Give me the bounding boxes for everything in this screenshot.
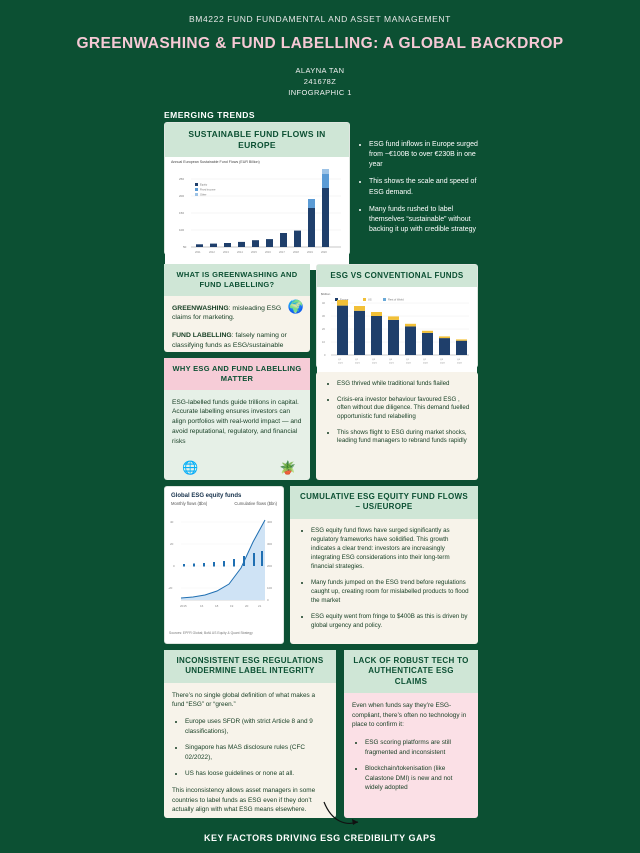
svg-text:Equity: Equity — [200, 183, 208, 187]
why-esg-text: ESG-labelled funds guide trillions in capital. Accurate labelling ensures investors can align portfolios with real-world impact — and avoid reputational, regulatory, and financial risks — [172, 398, 302, 446]
svg-text:Rest of World: Rest of World — [388, 298, 404, 302]
svg-text:$billion: $billion — [321, 292, 331, 297]
svg-text:18: 18 — [215, 604, 219, 608]
chart-esg-vs-conventional — [317, 287, 477, 374]
svg-text:2011: 2011 — [195, 251, 201, 255]
bar-chart-svg — [165, 165, 349, 265]
list-item: • This shows the scale and speed of ESG demand. — [369, 177, 478, 197]
list-item: • Many funds rushed to label themselves “sustainable” without backing it up with credible strategy — [369, 205, 478, 235]
why-esg-body — [164, 390, 310, 478]
card-esg-vs-conventional — [316, 264, 478, 368]
cumulative-bullet-list — [290, 519, 478, 646]
tech-intro: Even when funds say they’re ESG-compliant, there’s often no technology in place to confirm it: — [352, 702, 467, 729]
svg-text:100: 100 — [179, 228, 185, 233]
svg-text:Other: Other — [200, 193, 207, 197]
svg-text:2021: 2021 — [372, 362, 377, 365]
svg-text:100: 100 — [267, 586, 273, 590]
svg-text:20: 20 — [322, 328, 325, 332]
card-what-is-greenwashing — [164, 264, 310, 352]
svg-text:20: 20 — [245, 604, 249, 608]
globe-leaf-icon: 🌍 — [287, 298, 304, 314]
svg-text:Q1: Q1 — [338, 359, 341, 362]
plant-pot-icon: 🪴 — [279, 459, 296, 475]
svg-text:2015: 2015 — [251, 251, 257, 255]
svg-text:16: 16 — [200, 604, 204, 608]
svg-text:2021: 2021 — [338, 362, 343, 365]
svg-text:400: 400 — [267, 520, 273, 524]
list-item: • Singapore has MAS disclosure rules (CFC 02/2022), — [185, 743, 328, 762]
card-inconsistent-regulations — [164, 650, 336, 818]
card-global-esg-equity-funds — [164, 486, 284, 644]
svg-text:40: 40 — [170, 520, 174, 524]
list-item: • ESG equity went from fringe to $400B as this is driven by global urgency and policy. — [311, 613, 470, 631]
svg-text:30: 30 — [322, 315, 325, 319]
list-item: • US has loose guidelines or none at all. — [185, 769, 328, 779]
svg-text:21: 21 — [258, 604, 262, 608]
definition-greenwashing: : misleading ESG claims for marketing. — [172, 304, 282, 322]
doc-label: INFOGRAPHIC 1 — [288, 88, 352, 98]
card-title-sustainable-fund-flows: SUSTAINABLE FUND FLOWS IN EUROPE — [165, 123, 349, 157]
svg-text:2021: 2021 — [389, 362, 394, 365]
card-esg-vs-conventional-bullets — [316, 372, 478, 480]
chart-title: Annual European Sustainable Fund Flows (EUR Billion) — [171, 160, 260, 165]
flows-bullet-list — [356, 140, 478, 242]
esg-vs-bullet-list — [316, 372, 478, 459]
svg-text:2019: 2019 — [307, 251, 313, 255]
course-name: BM4222 FUND FUNDAMENTAL AND ASSET MANAGEMENT — [189, 14, 451, 24]
card-title-esg-vs-conventional: ESG VS CONVENTIONAL FUNDS — [317, 265, 477, 287]
chart-european-sustainable-flows — [165, 157, 349, 270]
term-greenwashing: GREENWASHING — [172, 304, 229, 312]
svg-text:19: 19 — [230, 604, 234, 608]
card-title-cumulative-esg-flows: CUMULATIVE ESG EQUITY FUND FLOWS – US/EUROPE — [290, 486, 478, 519]
list-item: • This shows flight to ESG during market shocks, leading fund managers to rebrand funds rapidly — [337, 429, 470, 446]
list-item: • Crisis-era investor behaviour favoured ESG , often without due diligence. This demand fuelled opportunistic fund relabelling — [337, 396, 470, 422]
card-cumulative-esg-flows — [290, 486, 478, 644]
svg-text:Q1: Q1 — [406, 359, 409, 362]
svg-text:20: 20 — [170, 542, 174, 546]
svg-text:2021: 2021 — [355, 362, 360, 365]
inconsistent-outro: This inconsistency allows asset managers in some countries to label funds as ESG even if they don’t actually align with what ESG means elsewhere. — [172, 787, 316, 814]
list-item: • ESG fund inflows in Europe surged from ~€100B to over €230B in one year — [369, 140, 478, 170]
author-name: ALAYNA TAN — [295, 65, 345, 75]
svg-text:Q4: Q4 — [457, 359, 460, 362]
svg-text:10: 10 — [322, 341, 325, 345]
card-title-inconsistent-regulations: INCONSISTENT ESG REGULATIONS UNDERMINE LABEL INTEGRITY — [164, 650, 336, 683]
poster-header — [0, 0, 640, 99]
svg-text:250: 250 — [179, 177, 185, 182]
bar-chart-svg-2 — [317, 287, 477, 369]
footer-title: KEY FACTORS DRIVING ESG CREDIBILITY GAPS — [203, 833, 437, 843]
inconsistent-body — [164, 683, 336, 823]
svg-text:200: 200 — [179, 194, 185, 199]
legend-monthly-flows: Monthly flows ($bn) — [171, 501, 208, 506]
list-item: • Blockchain/tokenisation (like Calastone DMI) is new and not widely adopted — [365, 764, 470, 793]
definition-fund-labelling: : falsely naming or classifying funds as ESG/sustainable — [172, 332, 287, 350]
list-item: • ESG equity fund flows have surged significantly as regulatory frameworks have solidified. This growth indicates a clear trend: investors are increasingly integrating ESG considerations into their long-term financial strategies. — [311, 527, 470, 572]
svg-text:2014: 2014 — [237, 251, 243, 255]
tech-body — [344, 693, 478, 808]
svg-text:2016: 2016 — [265, 251, 271, 255]
svg-text:Q4: Q4 — [389, 359, 392, 362]
byline — [0, 65, 640, 99]
list-item: • Europe uses SFDR (with strict Article 8 and 9 classifications), — [185, 717, 328, 736]
svg-text:300: 300 — [267, 542, 273, 546]
card-sustainable-fund-flows — [164, 122, 350, 255]
svg-text:Q2: Q2 — [423, 359, 426, 362]
list-item: • ESG scoring platforms are still fragmented and inconsistent — [365, 738, 470, 757]
svg-text:Q2: Q2 — [355, 359, 358, 362]
chart-title-global-esg-equity: Global ESG equity funds — [171, 493, 242, 499]
svg-text:0: 0 — [173, 564, 175, 568]
svg-text:Q3: Q3 — [440, 359, 443, 362]
curved-arrow-icon — [322, 800, 362, 830]
svg-text:2017: 2017 — [279, 251, 285, 255]
card-title-why-esg-matters: WHY ESG AND FUND LABELLING MATTER — [164, 358, 310, 390]
svg-text:2022: 2022 — [440, 362, 445, 365]
svg-text:2018: 2018 — [293, 251, 299, 255]
chart-source: Sources: EPFR Global; BofA US Equity & Quant Strategy — [169, 631, 253, 635]
student-id: 241678Z — [303, 77, 337, 87]
svg-text:50: 50 — [183, 245, 187, 250]
svg-text:2015: 2015 — [180, 604, 187, 608]
svg-text:150: 150 — [179, 211, 185, 216]
card-lack-of-tech — [344, 650, 478, 818]
svg-text:2013: 2013 — [223, 251, 229, 255]
svg-text:2012: 2012 — [209, 251, 215, 255]
svg-text:Q3: Q3 — [372, 359, 375, 362]
svg-text:200: 200 — [267, 564, 273, 568]
term-fund-labelling: FUND LABELLING — [172, 332, 232, 340]
card-why-esg-matters — [164, 358, 310, 480]
svg-text:2020: 2020 — [321, 251, 327, 255]
svg-text:-20: -20 — [168, 586, 173, 590]
list-item: • ESG thrived while traditional funds flailed — [337, 380, 470, 389]
svg-text:0: 0 — [324, 354, 326, 358]
svg-text:0: 0 — [267, 598, 269, 602]
svg-text:US: US — [368, 298, 372, 302]
svg-text:40: 40 — [322, 302, 325, 306]
list-item: • Many funds jumped on the ESG trend before regulations caught up, creating room for mislabelled products to flood the market — [311, 579, 470, 606]
card-title-lack-of-tech: LACK OF ROBUST TECH TO AUTHENTICATE ESG CLAIMS — [344, 650, 478, 693]
inconsistent-intro: There’s no single global definition of what makes a fund “ESG” or “green.” — [172, 691, 316, 709]
page-title: GREENWASHING & FUND LABELLING: A GLOBAL BACKDROP — [76, 35, 564, 53]
greenwashing-body — [164, 296, 310, 357]
svg-text:2022: 2022 — [406, 362, 411, 365]
card-title-greenwashing: WHAT IS GREENWASHING AND FUND LABELLING? — [164, 264, 310, 296]
svg-text:2022: 2022 — [457, 362, 462, 365]
svg-text:Fixed income: Fixed income — [200, 188, 216, 192]
area-chart-svg — [165, 506, 283, 624]
section-label-emerging-trends: EMERGING TRENDS — [164, 110, 256, 120]
globe-hands-icon: 🌐 — [182, 459, 199, 475]
svg-text:2022: 2022 — [423, 362, 428, 365]
legend-cumulative-flows: Cumulative flows ($bn) — [234, 501, 277, 506]
